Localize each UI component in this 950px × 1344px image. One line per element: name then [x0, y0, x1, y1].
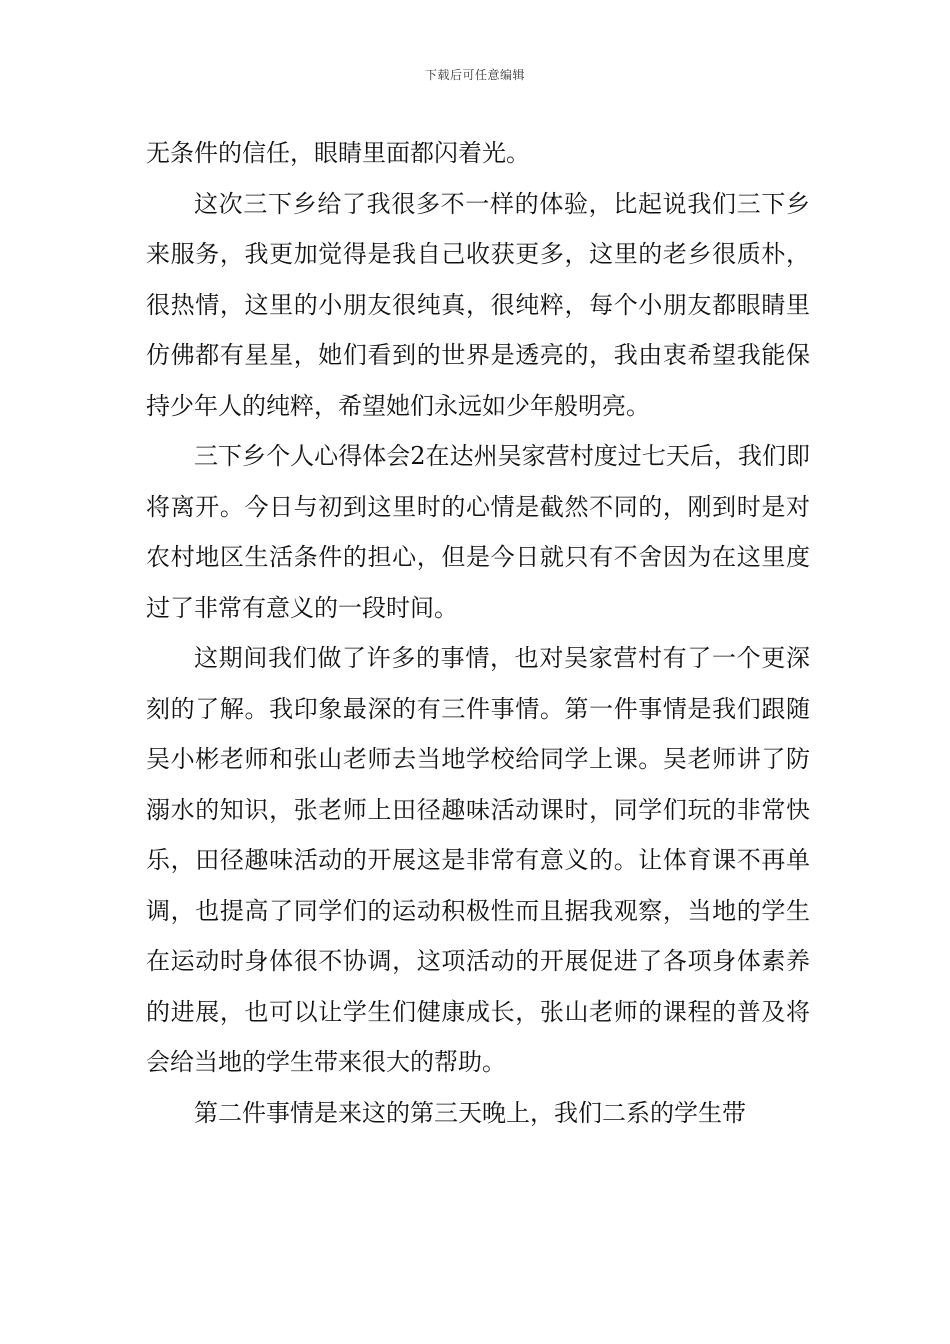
paragraph: 这期间我们做了许多的事情，也对吴家营村有了一个更深刻的了解。我印象最深的有三件事情。第一件事情是我们跟随吴小彬老师和张山老师去当地学校给同学上课。吴老师讲了防溺水的知识，张老师上田径趣味活动课时，同学们玩的非常快乐，田径趣味活动的开展这是非常有意义的。让体育课不再单调，也提高了同学们的运动积极性而且据我观察，当地的学生在运动时身体很不协调，这项活动的开展促进了各项身体素养的进展，也可以让学生们健康成长，张山老师的课程的普及将会给当地的学生带来很大的帮助。 — [146, 644, 810, 1076]
document-body — [146, 128, 810, 1138]
paragraph: 三下乡个人心得体会2在达州吴家营村度过七天后，我们即将离开。今日与初到这里时的心情是截然不同的，刚到时是对农村地区生活条件的担心，但是今日就只有不舍因为在这里度过了非常有意义的一段时间。 — [146, 442, 810, 622]
page-header: 下载后可任意编辑 — [424, 68, 525, 82]
paragraph: 无条件的信任，眼睛里面都闪着光。 — [146, 139, 530, 167]
paragraph: 这次三下乡给了我很多不一样的体验，比起说我们三下乡来服务，我更加觉得是我自己收获更多，这里的老乡很质朴，很热情，这里的小朋友很纯真，很纯粹，每个小朋友都眼睛里仿佛都有星星，她们看到的世界是透亮的，我由衷希望我能保持少年人的纯粹，希望她们永远如少年般明亮。 — [146, 189, 810, 420]
paragraph: 第二件事情是来这的第三天晚上，我们二系的学生带 — [194, 1098, 746, 1127]
